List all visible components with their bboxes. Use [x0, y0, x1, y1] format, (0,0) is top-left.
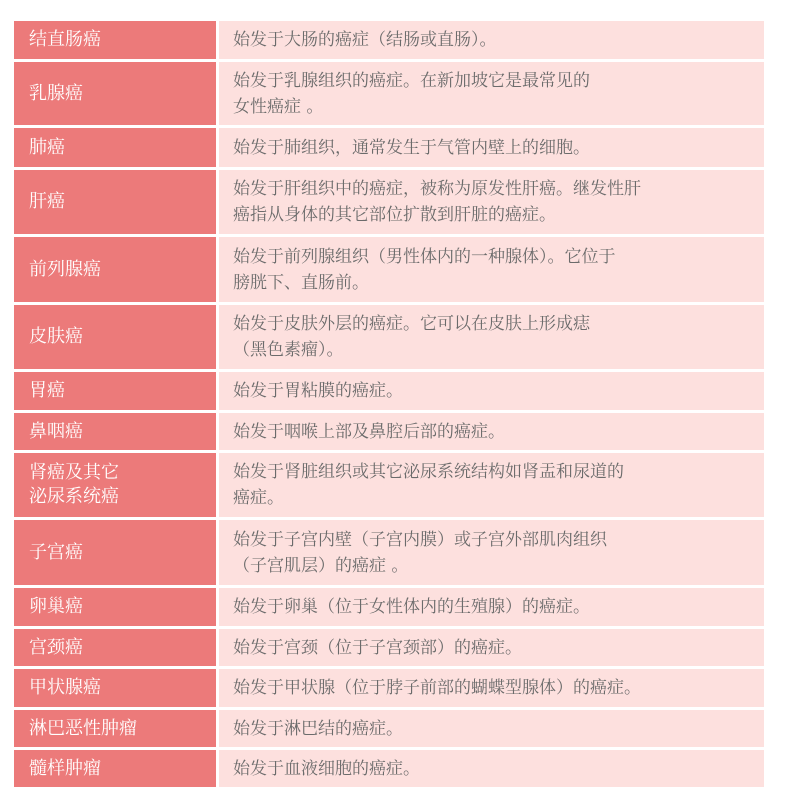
- cancer-description-text: 始发于卵巢（位于女性体内的生殖腺）的癌症。: [233, 597, 590, 617]
- table-row: [14, 372, 764, 413]
- cancer-types-table: [14, 21, 764, 790]
- table-row: [14, 170, 764, 237]
- table-row: [14, 128, 764, 170]
- cancer-name-cell: 宫颈癌: [14, 629, 219, 666]
- cancer-name-cell: 肾癌及其它 泌尿系统癌: [14, 453, 219, 517]
- cancer-description-text: 始发于肾脏组织或其它泌尿系统结构如肾盂和尿道的 癌症。: [233, 462, 624, 508]
- cancer-description-cell: [219, 62, 764, 125]
- cancer-description-cell: [219, 305, 764, 369]
- table-row: [14, 62, 764, 128]
- cancer-description-text: 始发于乳腺组织的癌症。在新加坡它是最常见的 女性癌症 。: [233, 70, 590, 117]
- cancer-name-cell: 卵巢癌: [14, 588, 219, 626]
- cancer-name-cell: 皮肤癌: [14, 305, 219, 369]
- cancer-name-cell: 子宫癌: [14, 520, 219, 585]
- table-row: [14, 520, 764, 588]
- table-row: [14, 750, 764, 790]
- table-row: [14, 237, 764, 305]
- cancer-description-text: 始发于肺组织，通常发生于气管内壁上的细胞。: [233, 137, 590, 158]
- table-row: [14, 669, 764, 710]
- cancer-name-cell: 鼻咽癌: [14, 413, 219, 450]
- cancer-name-cell: 髓样肿瘤: [14, 750, 219, 787]
- cancer-description-text: 始发于子宫内壁（子宫内膜）或子宫外部肌肉组织 （子宫肌层）的癌症 。: [233, 529, 607, 576]
- cancer-description-text: 始发于皮肤外层的癌症。它可以在皮肤上形成痣 （黑色素瘤）。: [233, 314, 590, 360]
- cancer-name-cell: 乳腺癌: [14, 62, 219, 125]
- cancer-description-cell: [219, 21, 764, 59]
- cancer-description-cell: [219, 372, 764, 410]
- cancer-description-cell: [219, 750, 764, 787]
- cancer-name-cell: 淋巴恶性肿瘤: [14, 710, 219, 747]
- cancer-description-cell: [219, 629, 764, 666]
- cancer-name-cell: 肺癌: [14, 128, 219, 167]
- cancer-description-cell: [219, 128, 764, 167]
- cancer-name-cell: 甲状腺癌: [14, 669, 219, 707]
- cancer-description-cell: [219, 453, 764, 517]
- cancer-name-cell: 肝癌: [14, 170, 219, 234]
- table-row: [14, 453, 764, 520]
- table-row: [14, 629, 764, 669]
- cancer-description-cell: [219, 520, 764, 585]
- cancer-description-cell: [219, 413, 764, 450]
- cancer-description-cell: [219, 588, 764, 626]
- cancer-name-cell: 结直肠癌: [14, 21, 219, 59]
- cancer-description-text: 始发于咽喉上部及鼻腔后部的癌症。: [233, 421, 505, 442]
- cancer-description-text: 始发于甲状腺（位于脖子前部的蝴蝶型腺体）的癌症。: [233, 678, 641, 698]
- cancer-description-text: 始发于淋巴结的癌症。: [233, 718, 403, 739]
- table-row: [14, 710, 764, 750]
- table-row: [14, 413, 764, 453]
- cancer-description-cell: [219, 669, 764, 707]
- cancer-name-cell: 前列腺癌: [14, 237, 219, 302]
- cancer-description-text: 始发于肝组织中的癌症，被称为原发性肝癌。继发性肝 癌指从身体的其它部位扩散到肝脏的癌症。: [233, 179, 641, 225]
- table-row: [14, 588, 764, 629]
- cancer-description-text: 始发于血液细胞的癌症。: [233, 758, 420, 779]
- cancer-description-cell: [219, 710, 764, 747]
- cancer-description-text: 始发于大肠的癌症（结肠或直肠）。: [233, 30, 497, 50]
- cancer-description-text: 始发于宫颈（位于子宫颈部）的癌症。: [233, 637, 522, 658]
- cancer-description-cell: [219, 237, 764, 302]
- cancer-description-cell: [219, 170, 764, 234]
- cancer-description-text: 始发于前列腺组织（男性体内的一种腺体）。它位于 膀胱下、直肠前。: [233, 246, 616, 293]
- table-row: [14, 305, 764, 372]
- cancer-description-text: 始发于胃粘膜的癌症。: [233, 381, 403, 401]
- cancer-name-cell: 胃癌: [14, 372, 219, 410]
- table-row: [14, 21, 764, 62]
